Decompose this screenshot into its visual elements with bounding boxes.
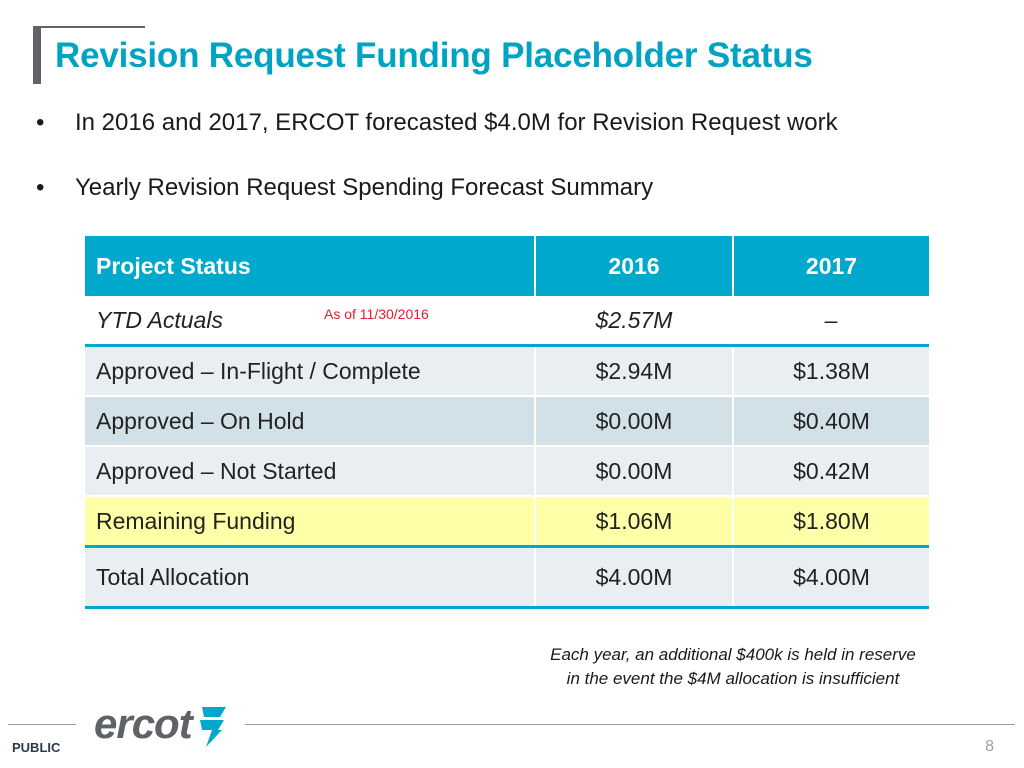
value-2016: $0.00M <box>535 446 733 496</box>
header-2016: 2016 <box>535 236 733 296</box>
footer-divider-left <box>8 724 76 725</box>
row-label: Approved – Not Started <box>85 446 535 496</box>
value-2016: $2.57M <box>535 296 733 346</box>
logo-wordmark: ercot <box>94 700 192 747</box>
reserve-note-line-1: Each year, an additional $400k is held in reserve <box>550 645 916 664</box>
row-label: Approved – In-Flight / Complete <box>85 346 535 397</box>
bullet-glyph: • <box>36 174 45 201</box>
table-row-not-started <box>85 446 929 496</box>
reserve-note <box>510 643 956 691</box>
value-2017: $4.00M <box>733 547 929 608</box>
title-accent-bar <box>33 26 41 84</box>
table-header-row <box>85 236 929 296</box>
row-label: Remaining Funding <box>85 496 535 547</box>
reserve-note-line-2: in the event the $4M allocation is insufficient <box>566 669 900 688</box>
table-row-total-allocation <box>85 547 929 608</box>
row-label: Total Allocation <box>85 547 535 608</box>
lightning-bolt-icon <box>192 701 232 747</box>
row-label: Approved – On Hold <box>85 396 535 446</box>
value-2017: $1.80M <box>733 496 929 547</box>
bullet-glyph: • <box>36 109 45 136</box>
table-row-on-hold <box>85 396 929 446</box>
value-2017: – <box>733 296 929 346</box>
bullet-text: Yearly Revision Request Spending Forecast Summary <box>75 174 654 201</box>
footer-divider-right <box>245 724 1015 725</box>
title-rule <box>33 26 145 28</box>
value-2017: $1.38M <box>733 346 929 397</box>
value-2016: $4.00M <box>535 547 733 608</box>
header-project-status: Project Status <box>85 236 535 296</box>
ercot-logo <box>94 700 232 748</box>
funding-status-table <box>85 236 929 609</box>
classification-label: PUBLIC <box>12 740 61 755</box>
value-2016: $1.06M <box>535 496 733 547</box>
as-of-date-note: As of 11/30/2016 <box>324 306 429 322</box>
page-number: 8 <box>985 738 994 755</box>
table-row-ytd-actuals <box>85 296 929 346</box>
header-2017: 2017 <box>733 236 929 296</box>
value-2017: $0.40M <box>733 396 929 446</box>
bullet-text: In 2016 and 2017, ERCOT forecasted $4.0M for Revision Request work <box>75 109 838 136</box>
value-2016: $0.00M <box>535 396 733 446</box>
row-label-text: YTD Actuals <box>96 306 223 333</box>
row-label <box>85 296 535 346</box>
slide-title: Revision Request Funding Placeholder Status <box>55 36 813 75</box>
table-row-remaining-funding <box>85 496 929 547</box>
value-2017: $0.42M <box>733 446 929 496</box>
table-row-in-flight <box>85 346 929 397</box>
value-2016: $2.94M <box>535 346 733 397</box>
